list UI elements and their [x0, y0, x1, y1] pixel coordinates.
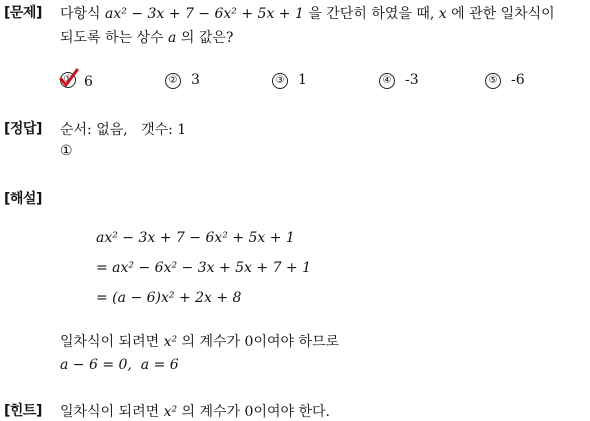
- hint-text: [60, 401, 330, 421]
- option-2-value: 3: [191, 72, 200, 88]
- hint-text-b: 의 계수가 0이여야 한다.: [181, 404, 330, 420]
- option-2[interactable]: [165, 72, 200, 89]
- problem-text-1b: 을 간단히 하였을 때,: [308, 6, 435, 22]
- option-1[interactable]: [60, 72, 93, 90]
- option-4-value: -3: [405, 72, 419, 88]
- solution-text-1-expr: x²: [163, 334, 178, 350]
- problem-text-2a: 되도록 하는 상수: [60, 30, 164, 46]
- problem-line-2: [60, 27, 233, 47]
- problem-variable-x: x: [438, 6, 447, 22]
- option-1-number: ①: [60, 72, 76, 88]
- solution-text-2: a − 6 = 0, a = 6: [60, 357, 179, 373]
- problem-variable-a: a: [168, 30, 177, 46]
- solution-text-1b: 의 계수가 0이여야 하므로: [181, 334, 340, 350]
- hint-text-a: 일차식이 되려면: [60, 404, 160, 420]
- answer-tag: [정답]: [4, 121, 42, 137]
- solution-equation-2: = ax² − 6x² − 3x + 5x + 7 + 1: [96, 260, 312, 276]
- option-5[interactable]: [485, 72, 525, 89]
- option-1-marker: [60, 72, 76, 88]
- solution-text-1: [60, 331, 339, 351]
- answer-line-1: 순서: 없음, 갯수: 1: [60, 122, 187, 138]
- option-4[interactable]: [379, 72, 419, 89]
- option-5-value: -6: [511, 72, 525, 88]
- hint-text-expr: x²: [163, 404, 178, 420]
- option-3[interactable]: [272, 72, 307, 89]
- option-3-value: 1: [298, 72, 307, 88]
- problem-text-2b: 의 값은?: [180, 30, 234, 46]
- problem-text-1c: 에 관한 일차식이: [451, 6, 555, 22]
- option-1-value: 6: [84, 74, 93, 90]
- hint-tag: [힌트]: [4, 403, 42, 419]
- option-3-number: ③: [272, 73, 288, 89]
- problem-tag: [문제]: [4, 5, 42, 21]
- solution-equation-3: = (a − 6)x² + 2x + 8: [96, 290, 242, 306]
- problem-expression: ax² − 3x + 7 − 6x² + 5x + 1: [105, 6, 304, 22]
- solution-tag: [해설]: [4, 191, 42, 207]
- solution-text-1a: 일차식이 되려면: [60, 334, 160, 350]
- solution-equation-1: ax² − 3x + 7 − 6x² + 5x + 1: [96, 230, 295, 246]
- problem-line-1: [60, 3, 555, 23]
- option-5-number: ⑤: [485, 73, 501, 89]
- checkmark-icon: [59, 68, 79, 88]
- problem-text-1a: 다항식: [60, 6, 101, 22]
- answer-line-2: ①: [60, 143, 73, 159]
- option-2-number: ②: [165, 73, 181, 89]
- option-4-number: ④: [379, 73, 395, 89]
